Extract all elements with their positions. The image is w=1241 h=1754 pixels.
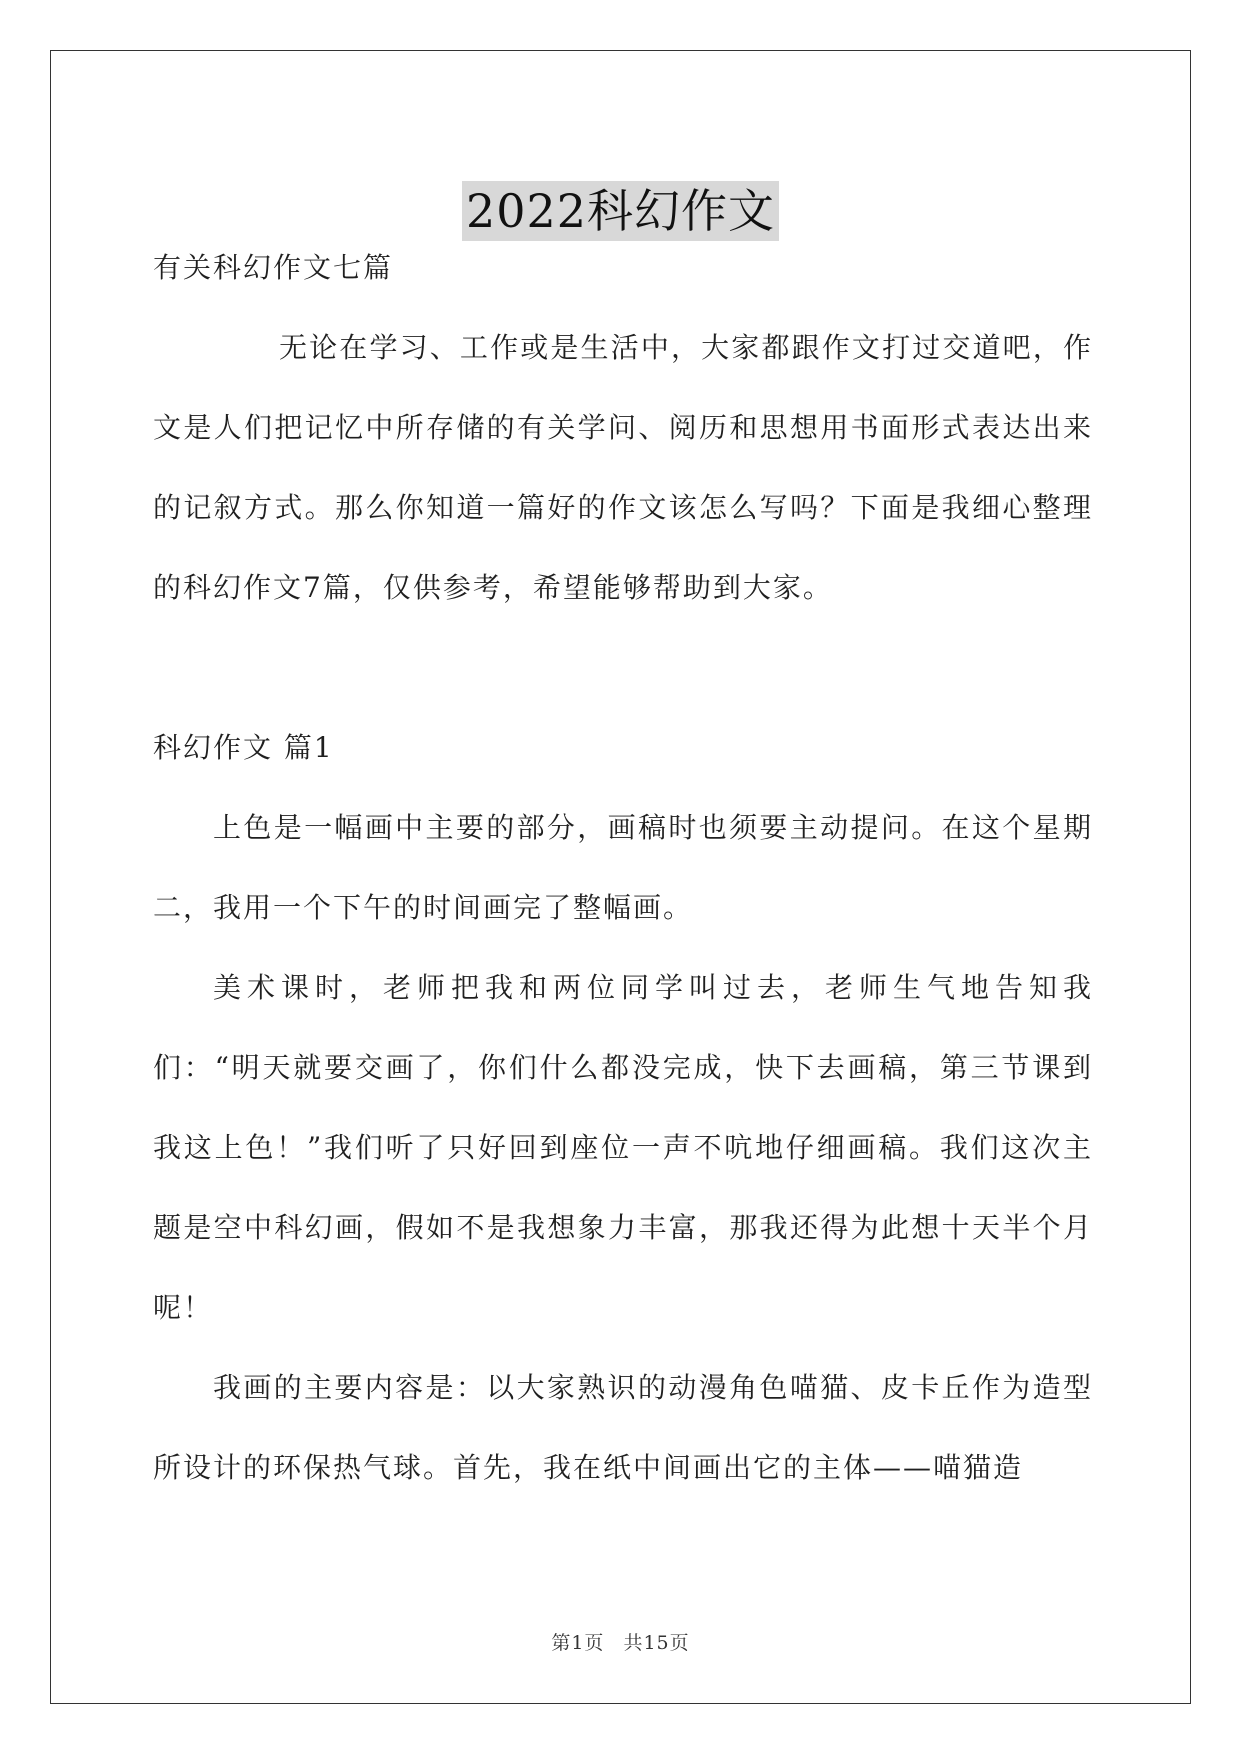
page-footer (0, 1628, 1241, 1655)
document-body (153, 228, 1093, 1508)
page-number: 第1页 (551, 1632, 605, 1654)
intro-paragraph: 无论在学习、工作或是生活中，大家都跟作文打过交道吧，作文是人们把记忆中所存储的有关学问、阅历和思想用书面形式表达出来的记叙方式。那么你知道一篇好的作文该怎么写吗？下面是我细心整理的科幻作文7篇，仅供参考，希望能够帮助到大家。 (153, 331, 1093, 604)
document-title: 2022科幻作文 (462, 181, 779, 241)
body-paragraph: 美术课时，老师把我和两位同学叫过去，老师生气地告知我们：“明天就要交画了，你们什么都没完成，快下去画稿，第三节课到我这上色！”我们听了只好回到座位一声不吭地仔细画稿。我们这次主题是空中科幻画，假如不是我想象力丰富，那我还得为此想十天半个月呢！ (153, 971, 1093, 1324)
page-total: 共15页 (623, 1632, 690, 1654)
body-paragraph: 上色是一幅画中主要的部分，画稿时也须要主动提问。在这个星期二，我用一个下午的时间画完了整幅画。 (153, 811, 1093, 924)
document-subtitle: 有关科幻作文七篇 (153, 251, 394, 284)
spacer (153, 628, 1093, 708)
body-paragraph: 我画的主要内容是：以大家熟识的动漫角色喵猫、皮卡丘作为造型所设计的环保热气球。首先，我在纸中间画出它的主体——喵猫造 (153, 1371, 1093, 1484)
section-heading: 科幻作文 篇1 (153, 731, 334, 764)
